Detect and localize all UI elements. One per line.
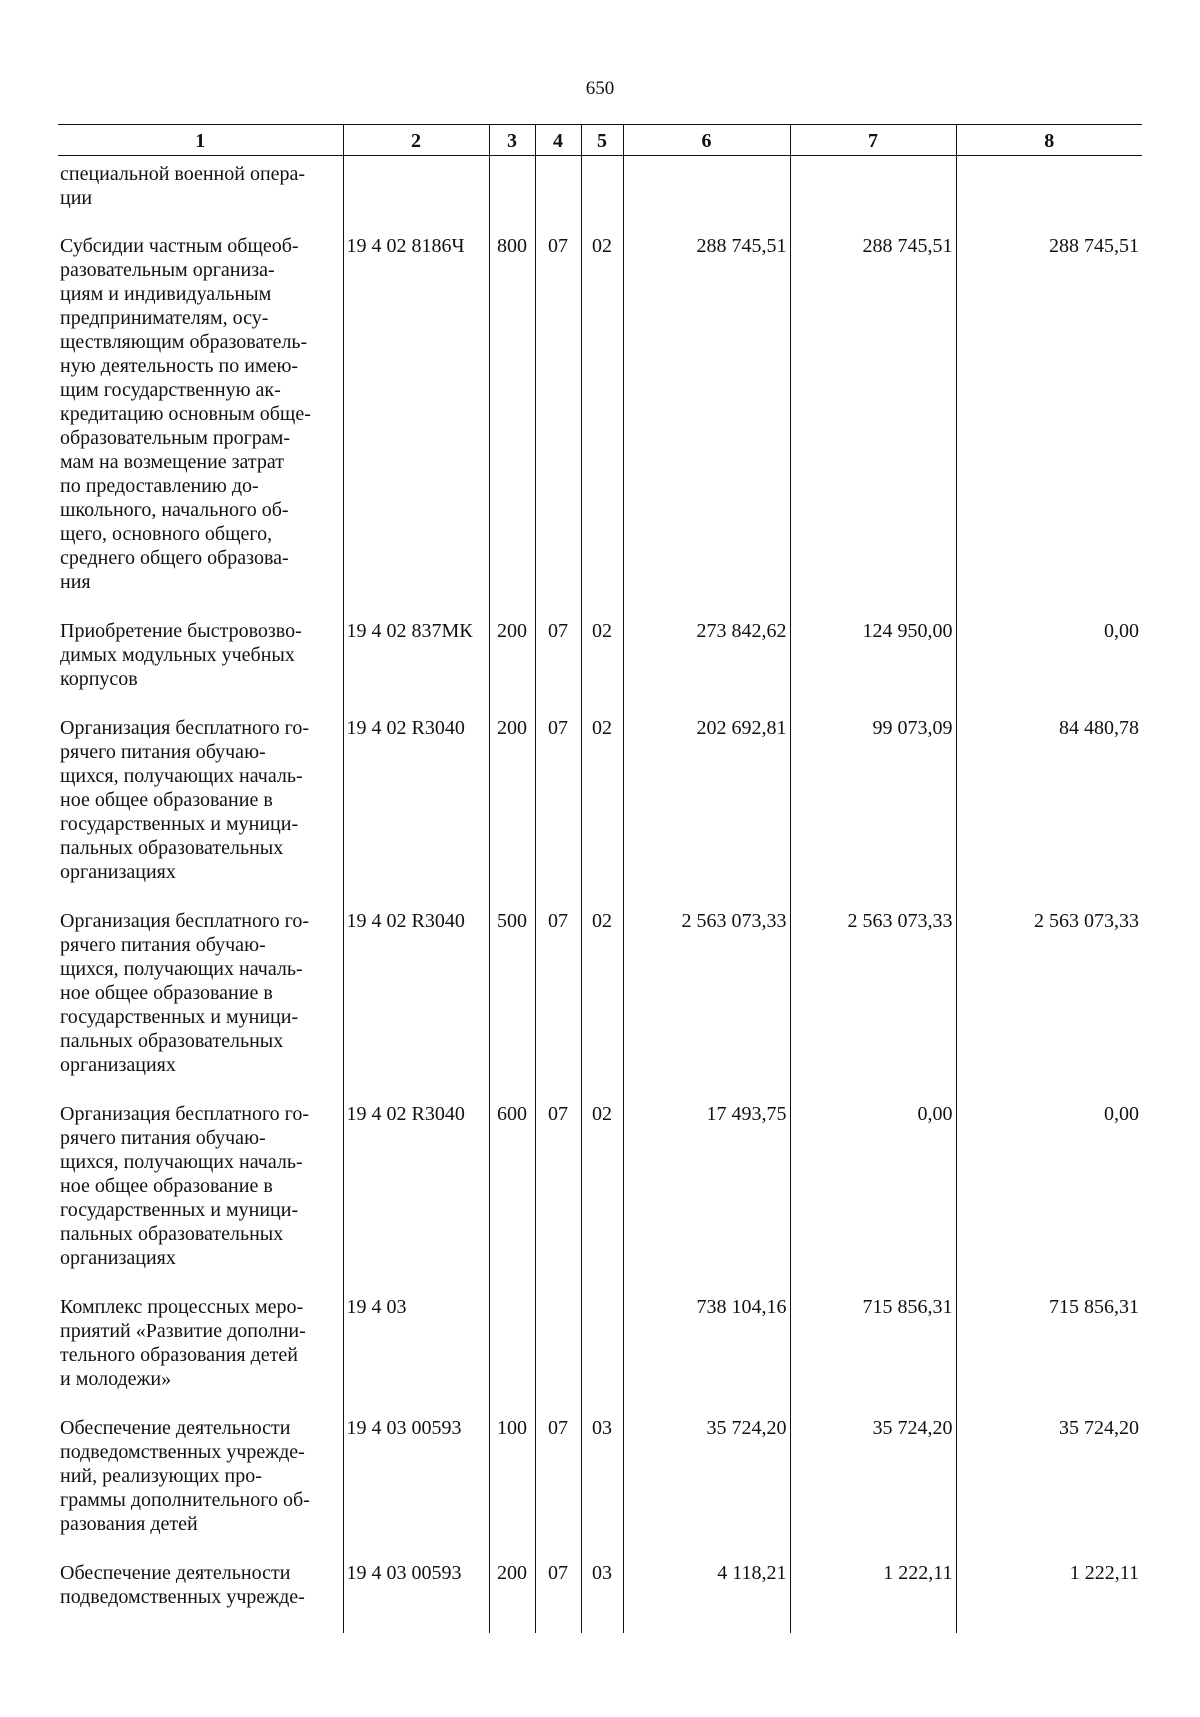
row-code [343,156,489,235]
header-col-1: 1 [58,125,343,156]
row-name: Субсидии частным общеоб- разовательным организа- циям и индивидуальным предпринимателям, осу- ществляющим образователь- ную деятельность по имею- щим государственную ак- кредитацию основным обще- образовательным програм- мам на возмещение затрат по предоставлению до- школьного, начального об- щего, основного общего, среднего общего образова- ния [60,235,311,593]
row-section [535,1295,581,1416]
row-name: Приобретение быстровозво- димых модульных учебных корпусов [60,620,302,690]
row-amount-1: 738 104,16 [623,1295,790,1416]
row-name: Организация бесплатного го- рячего питания обучаю- щихся, получающих началь- ное общее образование в государственных и муници- пальных образовательных организациях [60,717,310,883]
row-amount-2: 0,00 [790,1102,956,1295]
header-col-6: 6 [623,125,790,156]
row-subsection: 03 [581,1416,623,1561]
row-subsection [581,1295,623,1416]
row-expense-type [489,1295,535,1416]
row-amount-1 [623,156,790,235]
table-row [58,1102,1142,1295]
row-amount-3: 35 724,20 [956,1416,1142,1561]
header-col-3: 3 [489,125,535,156]
row-amount-3: 0,00 [956,1102,1142,1295]
header-col-5: 5 [581,125,623,156]
row-name: Обеспечение деятельности подведомственных учрежде- [60,1562,305,1608]
table-row [58,1416,1142,1561]
row-amount-2 [790,156,956,235]
row-section: 07 [535,1102,581,1295]
row-expense-type: 200 [489,1561,535,1633]
row-section: 07 [535,619,581,716]
row-section: 07 [535,1416,581,1561]
row-amount-1: 202 692,81 [623,716,790,909]
row-code: 19 4 02 837МК [343,619,489,716]
row-amount-2: 124 950,00 [790,619,956,716]
table-row [58,234,1142,619]
row-code: 19 4 02 R3040 [343,1102,489,1295]
row-subsection: 02 [581,1102,623,1295]
row-expense-type: 200 [489,716,535,909]
row-subsection: 02 [581,234,623,619]
row-amount-3: 288 745,51 [956,234,1142,619]
row-expense-type: 600 [489,1102,535,1295]
header-col-7: 7 [790,125,956,156]
row-subsection: 02 [581,716,623,909]
row-expense-type: 100 [489,1416,535,1561]
row-amount-1: 4 118,21 [623,1561,790,1633]
table-row [58,156,1142,235]
row-amount-3: 1 222,11 [956,1561,1142,1633]
row-amount-1: 17 493,75 [623,1102,790,1295]
row-code: 19 4 02 8186Ч [343,234,489,619]
table-row [58,909,1142,1102]
table-row [58,619,1142,716]
row-code: 19 4 03 00593 [343,1561,489,1633]
row-amount-3: 84 480,78 [956,716,1142,909]
row-section [535,156,581,235]
row-expense-type: 800 [489,234,535,619]
row-expense-type: 200 [489,619,535,716]
row-code: 19 4 02 R3040 [343,716,489,909]
table-header [58,125,1142,156]
row-name: Комплекс процессных меро- приятий «Развитие дополни- тельного образования детей и молодежи» [60,1296,306,1390]
row-section: 07 [535,716,581,909]
row-amount-3: 715 856,31 [956,1295,1142,1416]
header-col-8: 8 [956,125,1142,156]
row-amount-2: 35 724,20 [790,1416,956,1561]
budget-table [58,124,1142,1633]
row-amount-2: 2 563 073,33 [790,909,956,1102]
row-name: Организация бесплатного го- рячего питания обучаю- щихся, получающих началь- ное общее образование в государственных и муници- пальных образовательных организациях [60,910,310,1076]
row-section: 07 [535,1561,581,1633]
row-amount-3 [956,156,1142,235]
row-subsection: 02 [581,909,623,1102]
row-name: Организация бесплатного го- рячего питания обучаю- щихся, получающих началь- ное общее образование в государственных и муници- пальных образовательных организациях [60,1103,310,1269]
row-name: специальной военной опера- ции [60,163,306,209]
row-code: 19 4 03 [343,1295,489,1416]
table-row [58,1295,1142,1416]
row-amount-3: 2 563 073,33 [956,909,1142,1102]
table-body [58,156,1142,1634]
row-amount-1: 2 563 073,33 [623,909,790,1102]
row-amount-2: 288 745,51 [790,234,956,619]
table-row [58,1561,1142,1633]
row-section: 07 [535,234,581,619]
row-amount-1: 273 842,62 [623,619,790,716]
table-row [58,716,1142,909]
row-expense-type: 500 [489,909,535,1102]
row-subsection: 03 [581,1561,623,1633]
page-number: 650 [585,78,615,99]
row-amount-1: 35 724,20 [623,1416,790,1561]
row-amount-3: 0,00 [956,619,1142,716]
row-subsection [581,156,623,235]
row-section: 07 [535,909,581,1102]
header-row [58,125,1142,156]
row-code: 19 4 02 R3040 [343,909,489,1102]
row-subsection: 02 [581,619,623,716]
row-amount-2: 1 222,11 [790,1561,956,1633]
row-name: Обеспечение деятельности подведомственных учрежде- ний, реализующих про- граммы дополнительного об- разования детей [60,1417,310,1535]
row-expense-type [489,156,535,235]
header-col-4: 4 [535,125,581,156]
row-code: 19 4 03 00593 [343,1416,489,1561]
row-amount-1: 288 745,51 [623,234,790,619]
header-col-2: 2 [343,125,489,156]
row-amount-2: 99 073,09 [790,716,956,909]
row-amount-2: 715 856,31 [790,1295,956,1416]
